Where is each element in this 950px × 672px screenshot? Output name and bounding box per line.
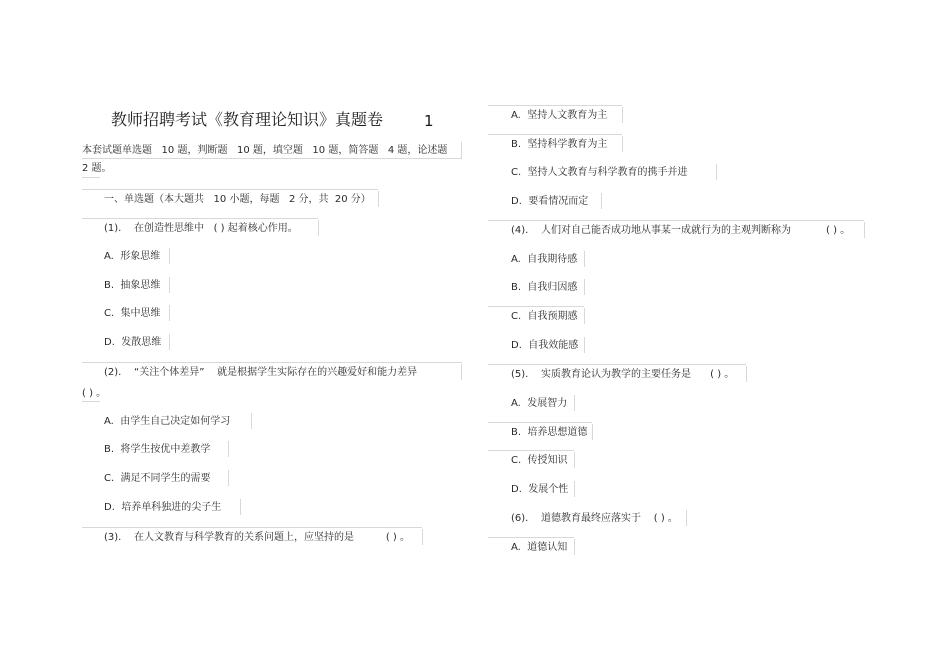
rule <box>169 277 170 293</box>
rule <box>240 499 241 515</box>
right-line-4: D. 要看情况而定 <box>511 196 589 207</box>
left-line-5: D. 发散思维 <box>104 337 162 348</box>
left-line-7: ( ) 。 <box>82 388 107 399</box>
right-line-8: C. 自我预期感 <box>511 311 578 322</box>
rule <box>622 107 623 123</box>
rule <box>584 337 585 353</box>
rule <box>601 193 602 209</box>
intro-line-2: 2 题。 <box>82 163 112 174</box>
rule <box>488 364 746 365</box>
page-title: 教师招聘考试《教育理论知识》真题卷 <box>111 110 384 129</box>
rule <box>488 422 592 423</box>
rule <box>169 305 170 321</box>
rule <box>584 251 585 267</box>
right-line-12: B. 培养思想道德 <box>511 427 588 438</box>
right-line-2: B. 坚持科学教育为主 <box>511 139 608 150</box>
rule <box>82 527 422 528</box>
left-line-3: B. 抽象思维 <box>104 280 161 291</box>
rule <box>422 529 423 545</box>
rule <box>488 537 574 538</box>
section-rule <box>82 189 378 190</box>
rule <box>592 424 593 440</box>
right-line-15: (6). 道德教育最终应落实于 ( ) 。 <box>511 513 678 524</box>
rule <box>864 222 865 238</box>
left-line-2: A. 形象思维 <box>104 251 161 262</box>
right-line-6: A. 自我期待感 <box>511 254 578 265</box>
rule <box>746 366 747 382</box>
right-line-14: D. 发展个性 <box>511 484 569 495</box>
rule <box>461 364 462 380</box>
left-line-10: C. 满足不同学生的需要 <box>104 473 211 484</box>
intro-rule-v <box>461 142 462 158</box>
left-line-1: (1). 在创造性思维中 ( ) 起着核心作用。 <box>104 223 298 234</box>
right-line-5: (4). 人们对自己能否成功地从事某一成就行为的主观判断称为 ( ) 。 <box>511 225 851 236</box>
rule <box>488 105 622 106</box>
rule <box>686 510 687 526</box>
rule <box>622 136 623 152</box>
paper-number: 1 <box>424 112 434 130</box>
rule <box>584 308 585 324</box>
section-heading: 一、单选题（本大题共 10 小题，每题 2 分，共 20 分） <box>104 194 371 205</box>
right-line-7: B. 自我归因感 <box>511 282 578 293</box>
rule <box>488 220 864 221</box>
left-line-11: D. 培养单科独进的尖子生 <box>104 502 222 513</box>
right-line-3: C. 坚持人文教育与科学教育的携手并进 <box>511 167 688 178</box>
rule <box>488 306 584 307</box>
right-line-1: A. 坚持人文教育为主 <box>511 110 608 121</box>
section-rule-v <box>378 191 379 207</box>
rule <box>228 441 229 457</box>
rule <box>82 218 318 219</box>
rule <box>251 413 252 429</box>
rule <box>488 450 574 451</box>
intro-line-1: 本套试题单选题 10 题，判断题 10 题，填空题 10 题，简答题 4 题，论述题 <box>82 145 448 156</box>
rule <box>574 481 575 497</box>
rule <box>574 395 575 411</box>
left-line-4: C. 集中思维 <box>104 308 161 319</box>
right-line-10: (5). 实质教育论认为教学的主要任务是 ( ) 。 <box>511 369 735 380</box>
left-line-9: B. 将学生按优中差教学 <box>104 444 211 455</box>
intro-rule <box>82 158 462 159</box>
rule <box>169 248 170 264</box>
rule <box>82 362 462 363</box>
left-line-12: (3). 在人文教育与科学教育的关系问题上，应坚持的是 ( ) 。 <box>104 532 411 543</box>
right-line-9: D. 自我效能感 <box>511 340 579 351</box>
rule <box>574 452 575 468</box>
rule <box>318 220 319 236</box>
rule <box>82 401 100 402</box>
intro-rule-2 <box>82 177 100 178</box>
left-line-6: (2). “关注个体差异” 就是根据学生实际存在的兴趣爱好和能力差异 <box>104 367 418 378</box>
rule <box>169 334 170 350</box>
rule <box>574 539 575 555</box>
right-line-13: C. 传授知识 <box>511 455 568 466</box>
rule <box>584 279 585 295</box>
rule <box>488 134 622 135</box>
left-line-8: A. 由学生自己决定如何学习 <box>104 416 231 427</box>
right-line-16: A. 道德认知 <box>511 542 568 553</box>
rule <box>228 470 229 486</box>
rule <box>716 164 717 180</box>
right-line-11: A. 发展智力 <box>511 398 568 409</box>
